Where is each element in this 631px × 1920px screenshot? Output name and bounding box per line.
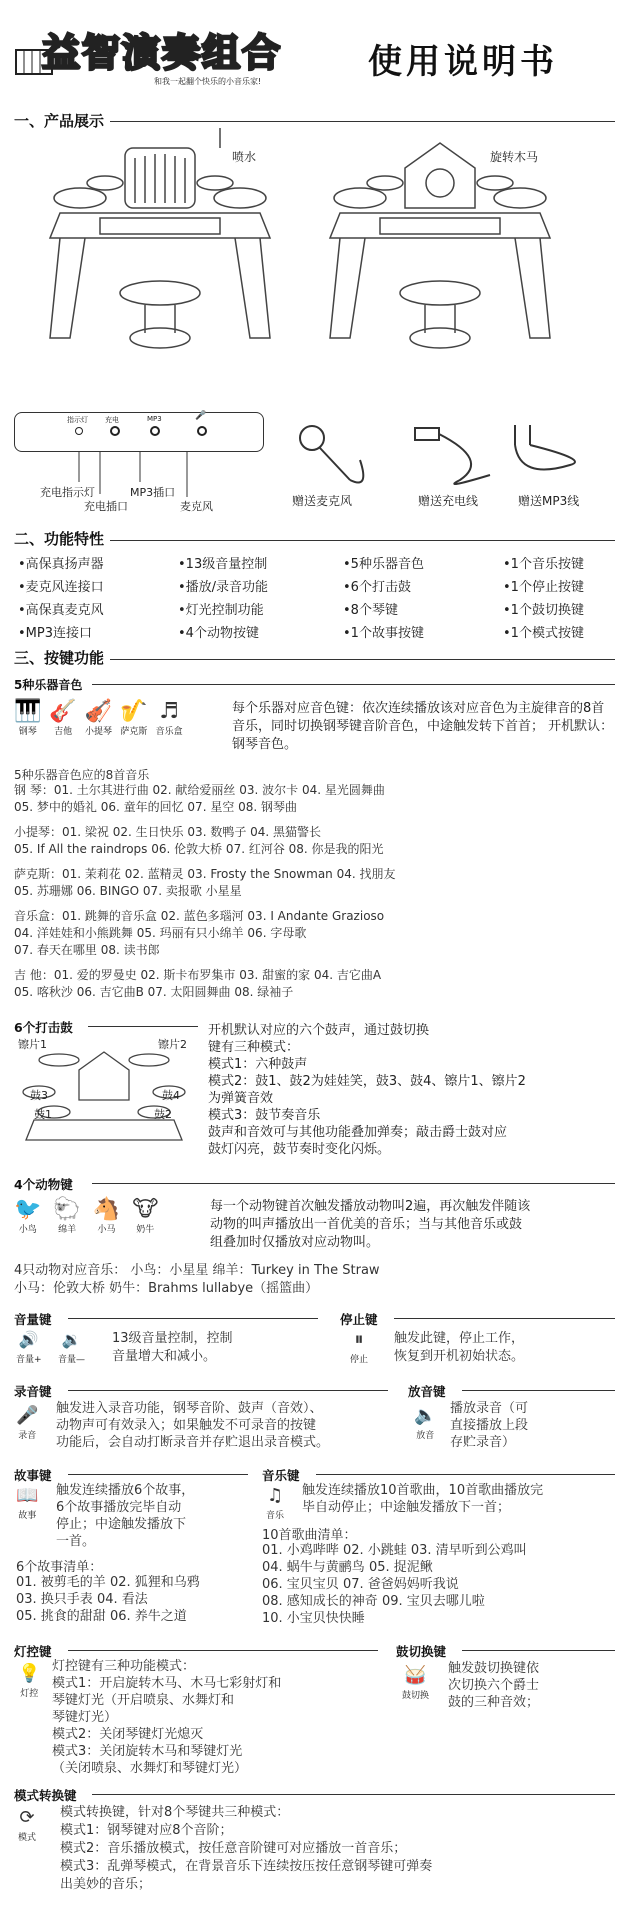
stop-desc: 触发此键，停止工作， 恢复到开机初始状态。 [394, 1331, 525, 1364]
volume-title: 音量键 [14, 1312, 52, 1327]
mp3-port-icon [150, 426, 160, 436]
drums-desc: 开机默认对应的六个鼓声，通过鼓切换 键有三种模式： 模式1：六种鼓声 模式2：鼓1、鼓2为娃娃笑，鼓3、鼓4、镲片1、镲片2 为弹簧音效 模式3：鼓节奏音乐 鼓声和音效可与其他功能叠加弹奏；敲击爵士鼓对应 鼓灯闪亮，鼓节奏时变化闪烁。 [208, 1023, 526, 1157]
feature-item: •播放/录音功能 [178, 580, 269, 595]
divider [92, 1794, 615, 1795]
label-drum-2: 鼓2 [154, 1108, 172, 1121]
animal-icons [14, 1198, 158, 1235]
guitar-icon[interactable]: 🎸 吉他 [49, 699, 77, 737]
mode-switch-icon[interactable]: ⟳ 模式 [18, 1807, 37, 1843]
page-title: 使用说明书 [368, 42, 558, 82]
instruments-title: 5种乐器音色 [14, 678, 83, 692]
label-charge-indicator: 充电指示灯 [40, 486, 95, 499]
list-item: 04. 洋娃娃和小熊跳舞 05. 玛丽有只小绵羊 06. 字母歌 [14, 926, 307, 940]
music-list [262, 1542, 527, 1627]
label-charge-port: 充电插口 [84, 500, 128, 513]
volume-down-icon[interactable]: 🔉 音量— [58, 1330, 86, 1365]
feature-item: •麦克风连接口 [18, 580, 104, 595]
play-desc: 播放录音（可 直接播放上段 存贮录音） [450, 1401, 529, 1450]
list-item: 吉 他：01. 爱的罗曼史 02. 斯卡布罗集市 03. 甜蜜的家 04. 吉它曲A [14, 968, 382, 982]
music-box-icon[interactable]: ♬ 音乐盒 [155, 699, 183, 737]
label-drum-3: 鼓3 [30, 1089, 48, 1102]
bird-icon[interactable]: 🐦 小鸟 [14, 1197, 42, 1235]
brand-logo [14, 18, 344, 88]
light-bulb-icon[interactable]: 💡 灯控 [18, 1663, 41, 1699]
divider [68, 1474, 248, 1475]
divider [110, 659, 615, 660]
record-icon[interactable]: 🎤 录音 [16, 1405, 39, 1441]
divider [316, 1474, 615, 1475]
music-list-title: 10首歌曲清单： [262, 1528, 357, 1543]
feature-item: •1个停止按键 [503, 580, 584, 595]
volume-desc: 13级音量控制，控制 音量增大和减小。 [112, 1331, 233, 1364]
section2-heading: 二、功能特性 [14, 530, 105, 548]
cow-icon[interactable]: 🐮 奶牛 [132, 1197, 159, 1235]
list-item: 05. 喀秋沙 06. 吉它曲B 07. 太阳圆舞曲 08. 绿袖子 [14, 985, 294, 999]
accessory-charging-cable: 赠送充电线 [418, 494, 479, 508]
story-icon[interactable]: 📖 故事 [16, 1485, 39, 1521]
divider [462, 1390, 615, 1391]
drum-switch-desc: 触发鼓切换键依 次切换六个爵士 鼓的三种音效； [448, 1661, 540, 1710]
list-item: 萨克斯：01. 茉莉花 02. 蓝精灵 03. Frosty the Snowman 04. 找朋友 [14, 867, 396, 881]
drum-switch-title: 鼓切换键 [396, 1644, 447, 1659]
story-list-title: 6个故事清单： [16, 1560, 103, 1575]
label-cymbal-2: 镲片2 [158, 1038, 187, 1051]
instruments-desc: 每个乐器对应音色键：依次连续播放该对应音色为主旋律音的8首音乐，同时切换钢琴键音阶音色，中途触发转下首首； 开机默认：钢琴音色。 [232, 701, 614, 752]
list-item: 04. 蜗牛与黄鹂鸟 05. 捉泥鳅 [262, 1560, 433, 1575]
horse-icon[interactable]: 🐴 小马 [92, 1197, 121, 1235]
light-desc: 灯控键有三种功能模式： 模式1：开启旋转木马、木马七彩射灯和 琴键灯光（开启喷泉、水舞灯和 琴键灯光） 模式2：关闭琴键灯光熄灭 模式3：关闭旋转木马和琴键灯光 （关闭喷泉、水舞灯和琴键灯光） [52, 1659, 282, 1776]
feature-item: •4个动物按键 [178, 626, 259, 641]
accessory-mp3-cable: 赠送MP3线 [518, 494, 580, 508]
logo-text: 益智演奏组合 [42, 31, 283, 75]
divider [110, 121, 615, 122]
animals-music-list: 4只动物对应音乐： 小鸟：小星星 绵羊：Turkey in The Straw 小马：伦敦大桥 奶牛：Brahms lullabye（摇篮曲） [14, 1263, 380, 1296]
feature-item: •8个琴键 [343, 603, 398, 618]
feature-item: •1个故事按键 [343, 626, 424, 641]
label-cymbal-1: 镲片1 [18, 1038, 47, 1051]
feature-item: •1个模式按键 [503, 626, 584, 641]
feature-item: •13级音量控制 [178, 557, 268, 572]
divider [462, 1650, 615, 1651]
port-panel: 指示灯 充电 MP3 🎤 [14, 412, 264, 452]
instrument-song-list [14, 782, 396, 1001]
list-item: 05. 苏珊娜 06. BINGO 07. 卖报歌 小星星 [14, 884, 242, 898]
section1-heading: 一、产品展示 [14, 112, 105, 130]
play-icon[interactable]: 🔈 放音 [414, 1405, 437, 1441]
stop-icon[interactable]: ⏸ 停止 [350, 1329, 369, 1365]
label-drum-1: 鼓1 [34, 1108, 52, 1121]
mic-port-icon [197, 426, 207, 436]
volume-up-icon[interactable]: 🔊 音量+ [16, 1330, 42, 1365]
music-desc: 触发连续播放10首歌曲，10首歌曲播放完 毕自动停止；中途触发播放下一首； [302, 1483, 544, 1515]
drum-switch-icon[interactable]: 🥁 鼓切换 [402, 1665, 430, 1701]
divider [68, 1318, 318, 1319]
feature-item: •6个打击鼓 [343, 580, 411, 595]
list-item: 05. If All the raindrops 06. 伦敦大桥 07. 红河谷 08. 你是我的阳光 [14, 842, 384, 856]
section3-heading: 三、按键功能 [14, 649, 105, 667]
feature-item: •高保真麦克风 [18, 603, 104, 618]
music-note-icon[interactable]: ♫ 音乐 [266, 1485, 285, 1521]
list-item: 08. 感知成长的神奇 09. 宝贝去哪儿啦 [262, 1594, 485, 1609]
list-item: 07. 春天在哪里 08. 读书郎 [14, 943, 160, 957]
divider [88, 1026, 198, 1027]
accessory-mic: 赠送麦克风 [292, 494, 353, 508]
light-title: 灯控键 [14, 1644, 52, 1659]
product-illustration-right [320, 128, 560, 388]
accessories-illustration [290, 420, 610, 490]
divider [92, 684, 615, 685]
drums-title: 6个打击鼓 [14, 1020, 73, 1035]
feature-item: •MP3连接口 [18, 626, 92, 641]
feature-item: •1个鼓切换键 [503, 603, 584, 618]
mode-title: 模式转换键 [14, 1788, 77, 1803]
piano-icon[interactable]: 🎹 钢琴 [14, 699, 42, 737]
record-desc: 触发进入录音功能，钢琴音阶、鼓声（音效）、 动物声可有效录入；如果触发不可录音的按键 功能后，会自动打断录音并存贮退出录音模式。 [56, 1401, 330, 1450]
list-item: 05. 挑食的甜甜 06. 养牛之道 [16, 1609, 187, 1624]
divider [68, 1390, 388, 1391]
list-item: 06. 宝贝宝贝 07. 爸爸妈妈听我说 [262, 1577, 459, 1592]
list-item: 钢 琴：01. 土尔其进行曲 02. 献给爱丽丝 03. 波尔卡 04. 星光圆舞曲 [14, 783, 385, 797]
divider [92, 1183, 615, 1184]
callout-fountain: 喷水 [232, 150, 257, 164]
feature-grid [18, 553, 618, 641]
charge-port-icon [110, 426, 120, 436]
product-illustration-left [40, 128, 280, 388]
divider [394, 1318, 615, 1319]
list-item: 01. 小鸡哔哔 02. 小跳蛙 03. 清早听到公鸡叫 [262, 1543, 527, 1558]
stop-title: 停止键 [340, 1312, 378, 1327]
mode-desc: 模式转换键，针对8个琴键共三种模式： 模式1：钢琴键对应8个音阶； 模式2：音乐播放模式，按任意音阶键可对应播放一首音乐； 模式3：乱弹琴模式，在背景音乐下连续按压按任意钢琴键可弹奏 出美妙的音乐； [60, 1805, 433, 1892]
story-title: 故事键 [14, 1468, 52, 1483]
saxophone-icon[interactable]: 🎷 萨克斯 [120, 699, 148, 737]
label-drum-4: 鼓4 [162, 1089, 180, 1102]
feature-item: •高保真扬声器 [18, 557, 104, 572]
songs-title: 5种乐器音色应的8首音乐 [14, 768, 150, 782]
violin-icon[interactable]: 🎻 小提琴 [84, 699, 113, 737]
play-title: 放音键 [408, 1384, 446, 1399]
story-desc: 触发连续播放6个故事， 6个故事播放完毕自动 停止；中途触发播放下 一首。 [56, 1483, 195, 1549]
label-mp3-port: MP3插口 [130, 486, 176, 499]
music-title: 音乐键 [262, 1468, 300, 1483]
sheep-icon[interactable]: 🐑 绵羊 [53, 1197, 81, 1235]
story-list [16, 1574, 200, 1625]
feature-item: •1个音乐按键 [503, 557, 584, 572]
instrument-icons [14, 700, 183, 737]
callout-carousel: 旋转木马 [490, 150, 539, 164]
charge-led-icon [75, 427, 83, 435]
divider [68, 1650, 378, 1651]
divider [110, 540, 615, 541]
feature-item: •灯光控制功能 [178, 603, 264, 618]
animals-desc: 每一个动物键首次触发播放动物叫2遍，再次触发伴随该 动物的叫声播放出一首优美的音乐；当与其他音乐或鼓 组叠加时仅播放对应动物叫。 [210, 1199, 531, 1250]
list-item: 05. 梦中的婚礼 06. 童年的回忆 07. 星空 08. 钢琴曲 [14, 800, 298, 814]
port-leader-lines [40, 452, 270, 514]
list-item: 音乐盒：01. 跳舞的音乐盒 02. 蓝色多瑙河 03. I Andante Grazioso [14, 909, 385, 923]
record-title: 录音键 [14, 1384, 52, 1399]
list-item: 小提琴：01. 梁祝 02. 生日快乐 03. 数鸭子 04. 黑猫警长 [14, 825, 322, 839]
logo-subtitle: 和我一起翻个快乐的小音乐家! [154, 77, 262, 86]
feature-item: •5种乐器音色 [343, 557, 424, 572]
list-item: 10. 小宝贝快快睡 [262, 1611, 365, 1626]
list-item: 01. 被剪毛的羊 02. 狐狸和乌鸦 [16, 1575, 200, 1590]
label-microphone: 麦克风 [180, 500, 213, 513]
animals-title: 4个动物键 [14, 1177, 73, 1192]
list-item: 03. 换只手表 04. 看法 [16, 1592, 148, 1607]
